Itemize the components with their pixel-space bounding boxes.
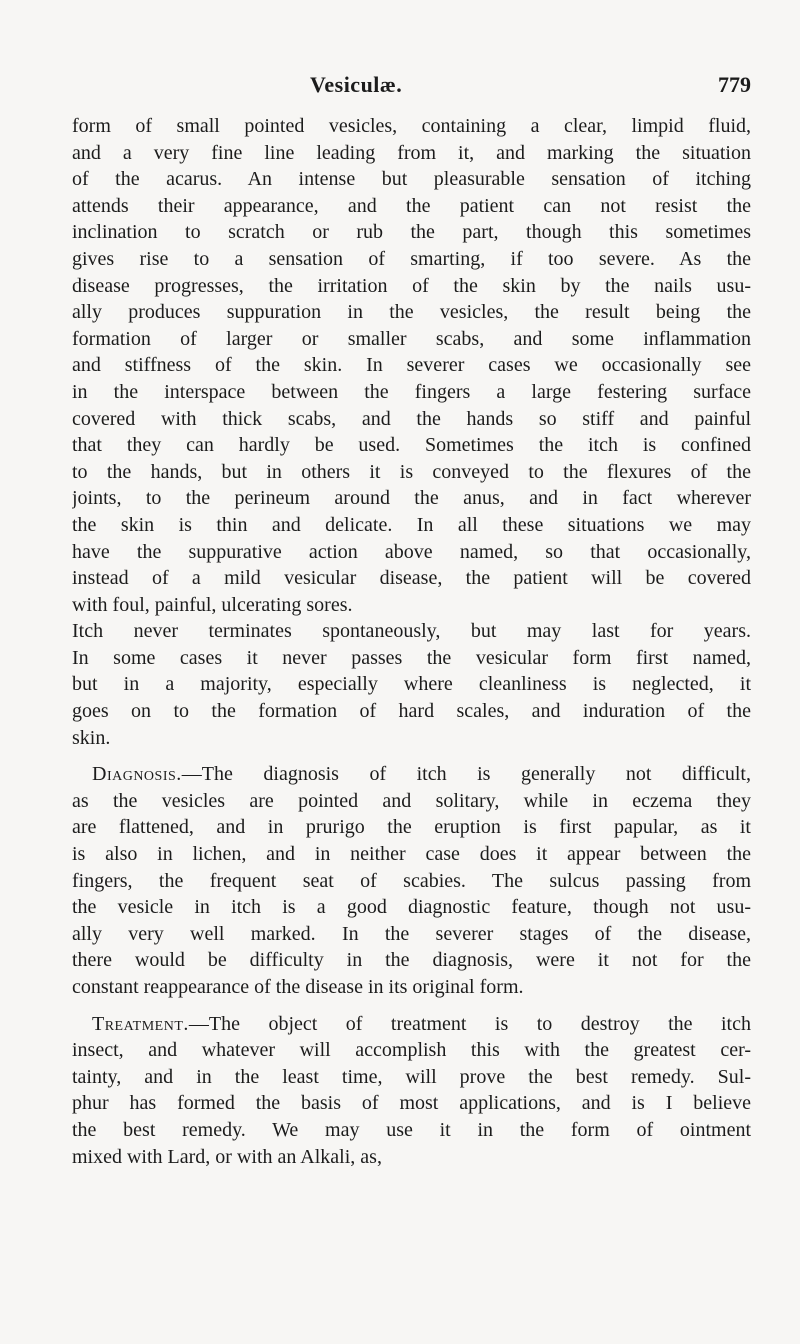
text-line: mixed with Lard, or with an Alkali, as, [72, 1145, 382, 1168]
text-line: insect, and whatever will accomplish this with the greatest cer- [72, 1039, 751, 1062]
text-line: that they can hardly be used. Sometimes the itch is confined [72, 434, 751, 457]
text-line: In some cases it never passes the vesicular form first named, [72, 646, 751, 669]
text-line: and stiffness of the skin. In severer cases we occasionally see [72, 354, 751, 377]
text-line: of the acarus. An intense but pleasurable sensation of itching [72, 168, 751, 191]
running-head [72, 72, 751, 104]
text-line: the skin is thin and delicate. In all these situations we may [72, 513, 751, 536]
text-line: and a very fine line leading from it, and marking the situation [72, 141, 751, 164]
body-text [72, 113, 751, 1170]
text-line: joints, to the perineum around the anus, and in fact wherever [72, 487, 751, 510]
text-line: in the interspace between the fingers a large festering surface [72, 380, 751, 403]
text-line: fingers, the frequent seat of scabies. The sulcus passing from [72, 869, 751, 892]
text-line: gives rise to a sensation of smarting, if too severe. As the [72, 247, 751, 270]
running-title: Vesiculæ. [310, 72, 403, 97]
paragraph-symptoms [72, 113, 751, 618]
text-line: skin. [72, 726, 111, 749]
text-line: are flattened, and in prurigo the eruption is first papular, as it [72, 816, 751, 839]
treatment-heading: Treatment. [92, 1012, 189, 1035]
text-line: instead of a mild vesicular disease, the patient will be covered [72, 567, 751, 590]
text-line: to the hands, but in others it is conveyed to the flexures of the [72, 460, 751, 483]
text-line [72, 761, 751, 788]
text-line: but in a majority, especially where cleanliness is neglected, it [72, 673, 751, 696]
text-line: have the suppurative action above named, so that occasionally, [72, 540, 751, 563]
text-line: goes on to the formation of hard scales, and induration of the [72, 700, 751, 723]
text-line: ally produces suppuration in the vesicles, the result being the [72, 301, 751, 324]
text-line: covered with thick scabs, and the hands so stiff and painful [72, 407, 751, 430]
page-number: 779 [718, 72, 751, 97]
paragraph-diagnosis [72, 761, 751, 1000]
paragraph-treatment [72, 1011, 751, 1171]
diagnosis-heading: Diagnosis. [92, 763, 182, 786]
text-line: the best remedy. We may use it in the form of ointment [72, 1118, 751, 1141]
text-line: formation of larger or smaller scabs, and some inflammation [72, 327, 751, 350]
text-line: inclination to scratch or rub the part, though this sometimes [72, 221, 751, 244]
text-line: ally very well marked. In the severer stages of the disease, [72, 922, 751, 945]
paragraph-course [72, 618, 751, 751]
text-line: the vesicle in itch is a good diagnostic feature, though not usu- [72, 896, 751, 919]
text-line: tainty, and in the least time, will prove the best remedy. Sul- [72, 1065, 751, 1088]
text-line: form of small pointed vesicles, containing a clear, limpid fluid, [72, 115, 751, 137]
text-line: is also in lichen, and in neither case does it appear between the [72, 843, 751, 866]
text-line: attends their appearance, and the patient can not resist the [72, 194, 751, 217]
text-line: phur has formed the basis of most applications, and is I believe [72, 1092, 751, 1115]
text-line: there would be difficulty in the diagnosis, were it not for the [72, 949, 751, 972]
diagnosis-first-line: —The diagnosis of itch is generally not difficult, [181, 763, 751, 786]
text-line: disease progresses, the irritation of the skin by the nails usu- [72, 274, 751, 297]
text-line: as the vesicles are pointed and solitary, while in eczema they [72, 789, 751, 812]
treatment-first-line: —The object of treatment is to destroy the itch [188, 1012, 751, 1035]
text-line: Itch never terminates spontaneously, but may last for years. [72, 620, 751, 643]
text-line: with foul, painful, ulcerating sores. [72, 593, 353, 616]
text-line [72, 1011, 751, 1038]
text-line: constant reappearance of the disease in its original form. [72, 976, 524, 998]
